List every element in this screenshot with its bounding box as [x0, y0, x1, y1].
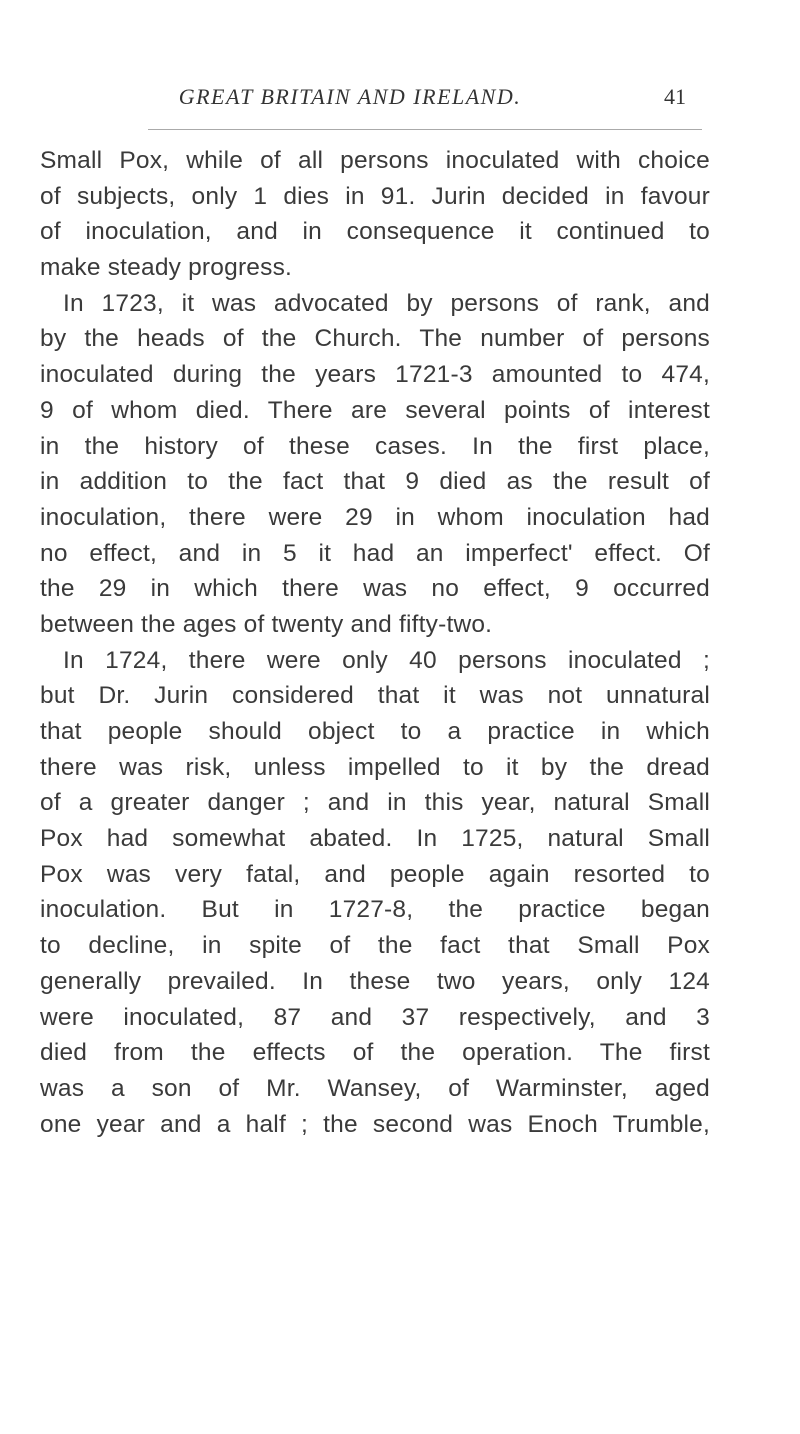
text-line: the 29 in which there was no effect, 9 occurred [40, 575, 710, 603]
text-line: inoculation. But in 1727-8, the practice began [40, 896, 710, 924]
text-line: Pox was very fatal, and people again resorted to [40, 860, 710, 888]
text-line: in addition to the fact that 9 died as the result of [40, 468, 710, 496]
text-line: by the heads of the Church. The number of persons [40, 325, 710, 353]
text-line: in the history of these cases. In the first place, [40, 432, 710, 460]
text-line: inoculation, there were 29 in whom inoculation had [40, 503, 710, 531]
text-line: generally prevailed. In these two years, only 124 [40, 967, 710, 995]
text-line: 9 of whom died. There are several points of interest [40, 396, 710, 424]
text-line: inoculated during the years 1721-3 amounted to 474, [40, 361, 710, 389]
text-line: of subjects, only 1 dies in 91. Jurin decided in favour [40, 182, 710, 210]
page-number: 41 [664, 84, 686, 109]
text-line: Pox had somewhat abated. In 1725, natural Small [40, 825, 710, 853]
text-line: that people should object to a practice in which [40, 718, 710, 745]
text-line: died from the effects of the operation. The first [40, 1039, 710, 1067]
running-head: GREAT BRITAIN AND IRELAND. [178, 84, 522, 109]
text-line: but Dr. Jurin considered that it was not unnatural [40, 682, 710, 710]
text-line: Small Pox, while of all persons inoculated with choice [40, 147, 710, 174]
text-line: was a son of Mr. Wansey, of Warminster, aged [40, 1074, 710, 1102]
paragraph-start-line: In 1723, it was advocated by persons of rank, and [63, 289, 710, 317]
text-line: to decline, in spite of the fact that Small Pox [40, 932, 710, 960]
text-line: between the ages of twenty and fifty-two. [40, 610, 493, 638]
text-line: one year and a half ; the second was Enoch Trumble, [40, 1110, 710, 1138]
text-line: of a greater danger ; and in this year, natural Small [40, 789, 710, 817]
text-line: no effect, and in 5 it had an imperfect' effect. Of [40, 539, 710, 567]
paragraph-start-line: In 1724, there were only 40 persons inoculated ; [63, 646, 710, 674]
text-line: of inoculation, and in consequence it continued to [40, 218, 710, 246]
text-line: make steady progress. [40, 254, 293, 282]
text-line: there was risk, unless impelled to it by the dread [40, 753, 710, 781]
body-text [40, 143, 710, 1142]
header-rule [148, 129, 702, 130]
text-line: were inoculated, 87 and 37 respectively, and 3 [40, 1003, 710, 1031]
